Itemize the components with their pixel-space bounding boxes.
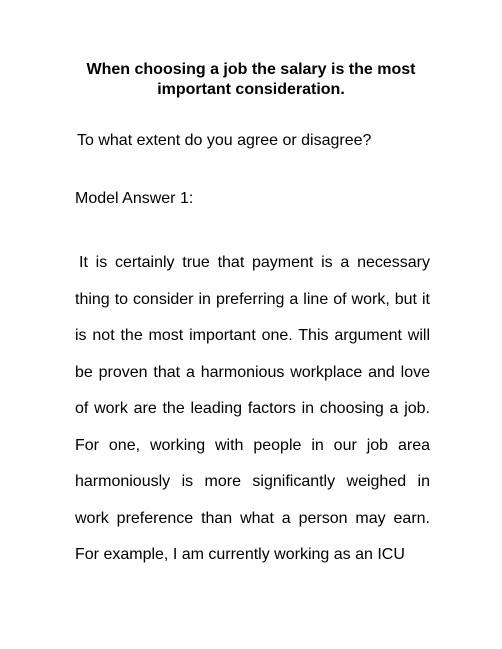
model-answer-label: Model Answer 1: bbox=[75, 190, 194, 207]
essay-question: To what extent do you agree or disagree? bbox=[77, 132, 372, 149]
essay-title: When choosing a job the salary is the most important consideration. bbox=[86, 61, 416, 98]
model-answer-paragraph: It is certainly true that payment is a necessary thing to consider in preferring a line of work, but it is not the most important one. This argument will be proven that a harmonious workplace and love of work are the leading factors in choosing a job. For one, working with people in our job area harmoniously is more significantly weighed in work preference than what a person may earn. For example, I am currently working as an ICU bbox=[75, 254, 430, 563]
